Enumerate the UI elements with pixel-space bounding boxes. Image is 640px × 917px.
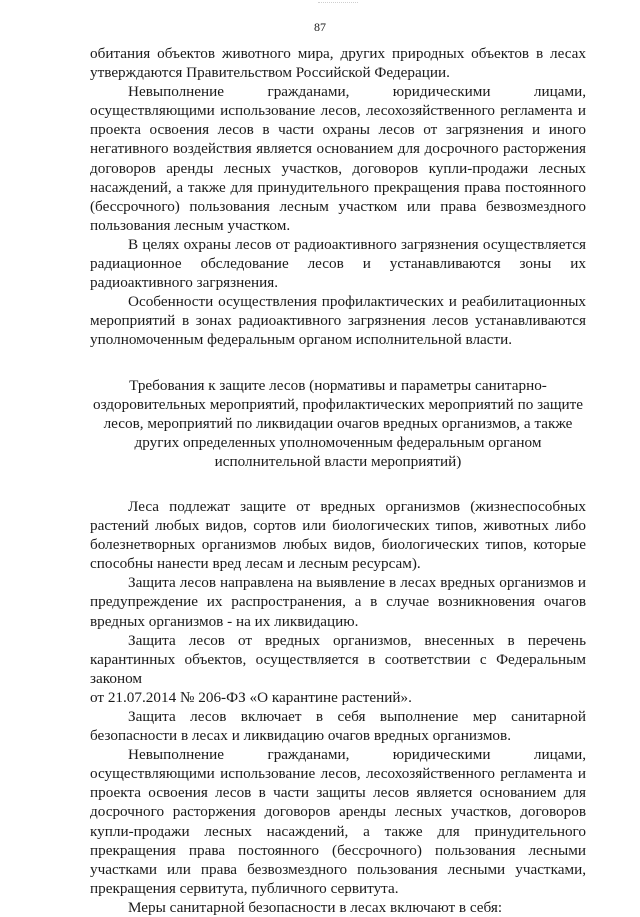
paragraph: Невыполнение гражданами, юридическими лицами, осуществляющими использование лесов, лесохозяйственного регламента и проекта освоения лесов в части охраны лесов от загрязнения и иного негативного воздействия является основанием для досрочного расторжения договоров аренды лесных участков, договоров купли-продажи лесных насаждений, а также для принудительного прекращения права постоянного (бессрочного) пользования лесным участком или права безвозмездного пользования лесным участком. bbox=[90, 83, 586, 234]
paragraph: Особенности осуществления профилактических и реабилитационных мероприятий в зонах радиоактивного загрязнения лесов устанавливаются уполномоченным федеральным органом исполнительной власти. bbox=[90, 293, 586, 349]
paragraph: Защита лесов включает в себя выполнение мер санитарной безопасности в лесах и ликвидацию очагов вредных организмов. bbox=[90, 708, 586, 745]
paragraph: Защита лесов направлена на выявление в лесах вредных организмов и предупреждение их распространения, а в случае возникновения очагов вредных организмов - на их ликвидацию. bbox=[90, 574, 586, 630]
scan-artifact bbox=[318, 2, 358, 7]
paragraph: Меры санитарной безопасности в лесах включают в себя: bbox=[128, 898, 503, 916]
paragraph: Леса подлежат защите от вредных организмов (жизнеспособных растений любых видов, сортов или биологических типов, животных либо болезнетворных организмов любых видов, биологических типов, которые способны нанести вред лесам и лесным ресурсам). bbox=[90, 497, 586, 573]
paragraph: Защита лесов от вредных организмов, внесенных в перечень карантинных объектов, осуществляется в соответствии с Федеральным законом bbox=[90, 631, 586, 687]
paragraph: В целях охраны лесов от радиоактивного загрязнения осуществляется радиационное обследование лесов и устанавливаются зоны их радиоактивного загрязнения. bbox=[90, 235, 586, 292]
paragraph: от 21.07.2014 № 206-ФЗ «О карантине растений». bbox=[90, 688, 412, 706]
paragraph: обитания объектов животного мира, других природных объектов в лесах утверждаются Правительством Российской Федерации. bbox=[90, 45, 586, 82]
document-body bbox=[90, 44, 586, 917]
section-heading: Требования к защите лесов (нормативы и параметры санитарно-оздоровительных мероприятий, профилактических мероприятий по защите лесов, мероприятий по ликвидации очагов вредных организмов, а также других определенных уполномоченным федеральным органом исполнительной власти мероприятий) bbox=[92, 376, 584, 470]
paragraph: Невыполнение гражданами, юридическими лицами, осуществляющими использование лесов, лесохозяйственного регламента и проекта освоения лесов в части защиты лесов является основанием для досрочного расторжения договоров аренды лесных участков, договоров купли-продажи лесных насаждений, а также для принудительного прекращения права постоянного (бессрочного) пользования лесными участками или права безвозмездного пользования лесными участками, прекращения сервитута, публичного сервитута. bbox=[90, 746, 586, 897]
page-number: 87 bbox=[314, 20, 326, 34]
